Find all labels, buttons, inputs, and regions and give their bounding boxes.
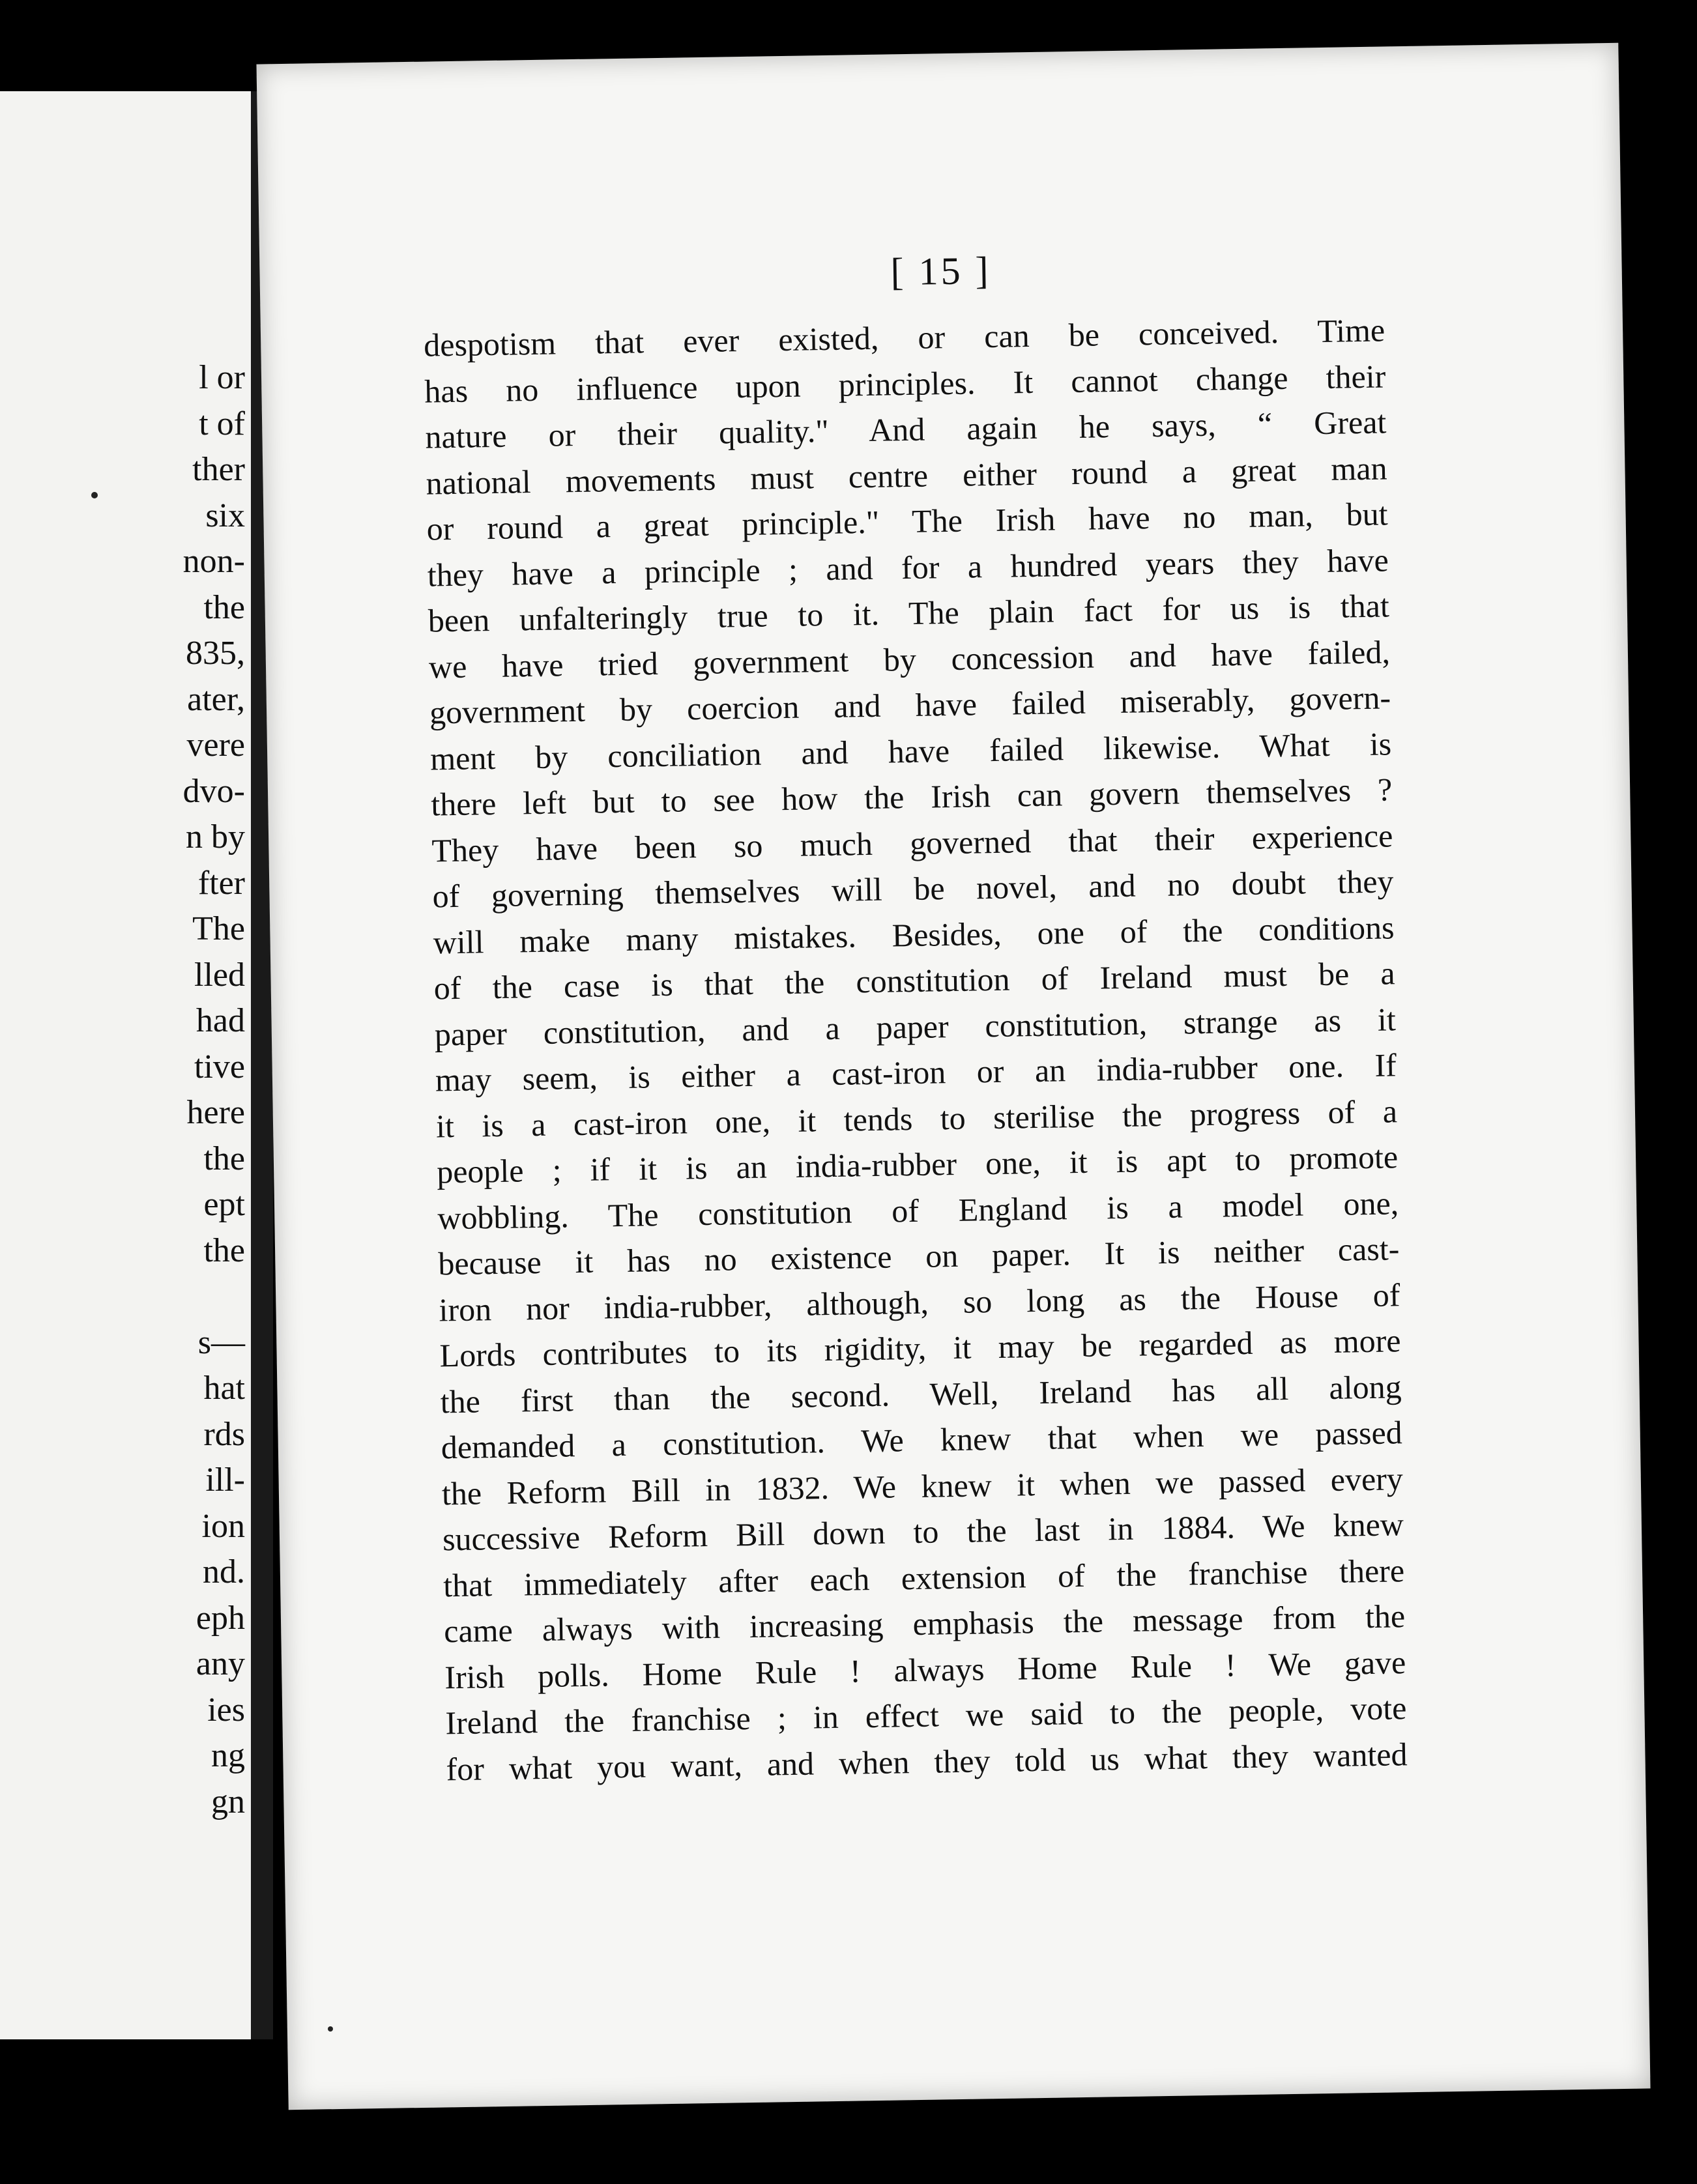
text-line: Ireland the franchise ; in effect we said to the people, vote (445, 1689, 1407, 1742)
body-text (424, 307, 1408, 1792)
text-line: paper constitution, and a paper constitution, strange as it (434, 1000, 1397, 1052)
right-page (256, 43, 1650, 2110)
text-line: has no influence upon principles. It cannot change their (424, 357, 1386, 410)
left-page-line: ies (207, 1691, 245, 1729)
text-line: of the case is that the constitution of Ireland must be a (433, 955, 1396, 1007)
left-page-line: gn (211, 1783, 245, 1820)
left-page-line: vere (186, 726, 245, 764)
left-page-line: ng (211, 1737, 245, 1774)
text-line: may seem, is either a cast-iron or an india-rubber one. If (435, 1046, 1397, 1099)
text-line: nature or their quality." And again he says, “ Great (425, 403, 1387, 455)
text-line: despotism that ever existed, or can be conceived. Time (423, 311, 1385, 364)
left-page-fragment (0, 91, 254, 2039)
left-page-line: here (186, 1094, 245, 1131)
text-line: successive Reform Bill down to the last in 1884. We knew (442, 1506, 1404, 1558)
text-line: there left but to see how the Irish can govern themselves ? (430, 771, 1393, 823)
left-page-line: t of (199, 405, 245, 442)
text-line: They have been so much governed that their experience (431, 816, 1393, 869)
left-page-line: non- (182, 543, 245, 580)
left-page-line: ept (203, 1186, 245, 1223)
text-line: that immediately after each extension of the franchise there (442, 1551, 1405, 1603)
left-page-line: ill- (205, 1461, 245, 1499)
text-line: it is a cast-iron one, it tends to sterilise the progress of a (435, 1092, 1398, 1144)
text-line: Lords contributes to its rigidity, it may be regarded as more (439, 1322, 1401, 1374)
text-line: been unfalteringly true to it. The plain fact for us is that (428, 587, 1390, 639)
left-page-line: rds (203, 1415, 245, 1453)
left-page-line: hat (203, 1370, 245, 1407)
text-line: wobbling. The constitution of England is a model one, (437, 1184, 1399, 1236)
left-page-line: dvo- (182, 772, 245, 810)
left-page-line: lled (194, 956, 245, 994)
left-page-line: ion (201, 1507, 245, 1545)
text-line: for what you want, and when they told us what they wanted (446, 1735, 1408, 1787)
left-page-line: ther (192, 451, 245, 488)
ink-speck (328, 2026, 333, 2032)
left-page-line: the (203, 1140, 245, 1177)
text-line: government by coercion and have failed miserably, govern- (429, 679, 1391, 731)
text-line: demanded a constitution. We knew that when we passed (441, 1414, 1403, 1466)
text-line: the Reform Bill in 1832. We knew it when we passed every (441, 1459, 1404, 1512)
left-page-line: any (196, 1645, 245, 1682)
text-line: ment by conciliation and have failed likewise. What is (429, 725, 1392, 777)
left-page-line: the (203, 1231, 245, 1269)
text-line: because it has no existence on paper. It is neither cast- (437, 1230, 1400, 1282)
left-page-line: ater, (187, 680, 245, 718)
left-page-line: 835, (186, 635, 245, 672)
text-line: national movements must centre either round a great man (426, 449, 1387, 502)
ink-speck (91, 492, 98, 498)
text-line: iron nor india-rubber, although, so long as the House of (439, 1276, 1400, 1328)
text-line: we have tried government by concession and have failed, (428, 633, 1391, 685)
left-page-line: six (205, 496, 245, 534)
left-page-line: had (196, 1002, 245, 1039)
text-line: of governing themselves will be novel, and no doubt they (432, 863, 1394, 915)
left-page-line: eph (196, 1599, 245, 1637)
text-line: Irish polls. Home Rule ! always Home Rule ! We gave (444, 1643, 1406, 1695)
left-page-line: nd. (203, 1553, 245, 1590)
text-line: they have a principle ; and for a hundred years they have (427, 541, 1389, 594)
left-page-line: the (203, 588, 245, 626)
text-line: or round a great principle." The Irish have no man, but (426, 495, 1388, 547)
left-page-line: fter (197, 864, 245, 902)
page-number: [ 15 ] (890, 248, 992, 294)
text-line: the first than the second. Well, Ireland has all along (440, 1368, 1402, 1420)
left-page-line: n by (186, 818, 245, 855)
text-line: came always with increasing emphasis the message from the (443, 1598, 1406, 1650)
left-page-line: s— (197, 1323, 245, 1361)
text-line: people ; if it is an india-rubber one, it is apt to promote (436, 1138, 1399, 1190)
text-line: will make many mistakes. Besides, one of the conditions (433, 908, 1395, 961)
left-page-line: tive (194, 1048, 245, 1085)
left-page-line: The (192, 910, 245, 947)
left-page-line: l or (199, 359, 245, 396)
